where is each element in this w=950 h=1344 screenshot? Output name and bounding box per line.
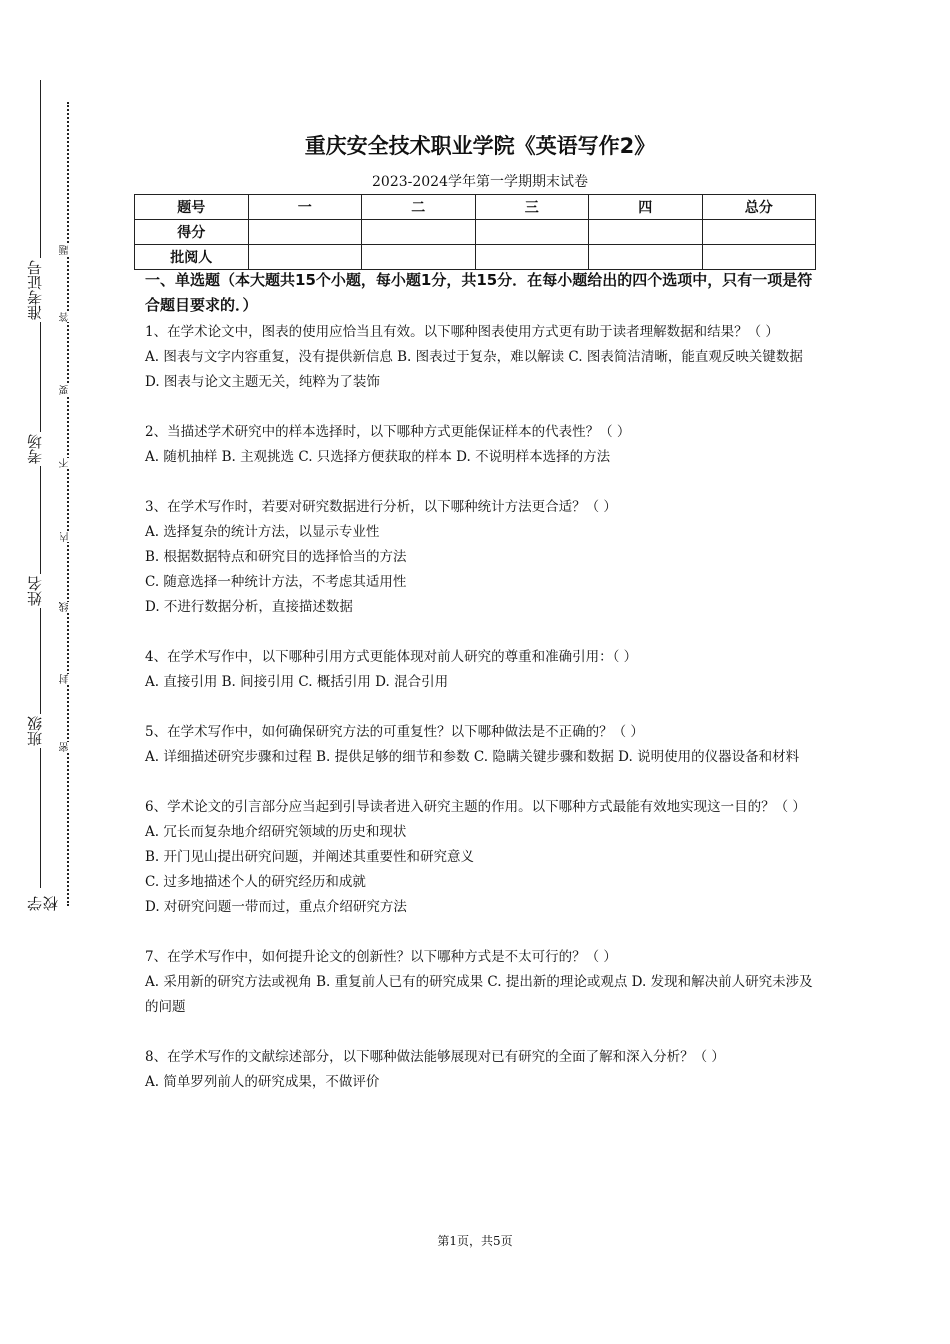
score-row [135, 220, 816, 245]
question-options: A. 直接引用 B. 间接引用 C. 概括引用 D. 混合引用 [145, 674, 449, 690]
question-3 [145, 495, 815, 620]
score-row-label: 得分 [135, 220, 249, 245]
grader-cell[interactable] [702, 245, 816, 270]
score-header-cell: 二 [362, 195, 476, 220]
question-option: B. 根据数据特点和研究目的选择恰当的方法 [145, 549, 407, 565]
page-number: 第1页，共5页 [437, 1234, 513, 1248]
question-1 [145, 320, 815, 395]
question-option: A. 简单罗列前人的研究成果，不做评价 [145, 1074, 380, 1090]
question-stem: 5、在学术写作中，如何确保研究方法的可重复性？以下哪种做法是不正确的？（ ） [145, 724, 644, 740]
score-cell[interactable] [248, 220, 362, 245]
question-option: C. 随意选择一种统计方法，不考虑其适用性 [145, 574, 407, 590]
question-stem: 8、在学术写作的文献综述部分，以下哪种做法能够展现对已有研究的全面了解和深入分析？（ ） [145, 1049, 725, 1065]
label-exam-room: 考场 [27, 432, 55, 466]
question-6 [145, 795, 815, 920]
seal-char: 题 [60, 245, 76, 255]
question-options: A. 采用新的研究方法或视角 B. 重复前人已有的研究成果 C. 提出新的理论或观点 D. 发现和解决前人研究未涉及的问题 [145, 974, 813, 1015]
grader-cell[interactable] [589, 245, 703, 270]
question-5 [145, 720, 815, 770]
question-4 [145, 645, 815, 695]
question-options: A. 随机抽样 B. 主观挑选 C. 只选择方便获取的样本 D. 不说明样本选择的方法 [145, 449, 611, 465]
label-exam-number: 准考证号 [27, 258, 55, 322]
seal-char: 要 [60, 385, 76, 395]
seal-dotted-line [67, 102, 69, 906]
question-option: A. 选择复杂的统计方法，以显示专业性 [145, 524, 380, 540]
label-school: 学校 [27, 888, 55, 920]
score-cell[interactable] [475, 220, 589, 245]
question-2 [145, 420, 815, 470]
grader-cell[interactable] [248, 245, 362, 270]
label-class: 班级 [27, 714, 55, 748]
question-option: D. 对研究问题一带而过，重点介绍研究方法 [145, 899, 407, 915]
seal-char: 密 [60, 742, 76, 752]
score-header-cell: 题号 [135, 195, 249, 220]
score-cell[interactable] [702, 220, 816, 245]
section-heading: 一、单选题（本大题共15个小题，每小题1分，共15分．在每小题给出的四个选项中，只有一项是符合题目要求的．） [145, 271, 813, 314]
question-stem: 4、在学术写作中，以下哪种引用方式更能体现对前人研究的尊重和准确引用：（ ） [145, 649, 638, 665]
question-8 [145, 1045, 815, 1095]
score-cell[interactable] [362, 220, 476, 245]
question-options: A. 图表与文字内容重复，没有提供新信息 B. 图表过于复杂，难以解读 C. 图表简洁清晰，能直观反映关键数据 D. 图表与论文主题无关，纯粹为了装饰 [145, 349, 803, 390]
score-header-cell: 三 [475, 195, 589, 220]
score-header-cell: 四 [589, 195, 703, 220]
question-option: B. 开门见山提出研究问题，并阐述其重要性和研究意义 [145, 849, 475, 865]
question-7 [145, 945, 815, 1020]
binding-margin [18, 80, 78, 920]
seal-char: 封 [60, 674, 76, 684]
exam-content [145, 268, 815, 1120]
seal-char: 线 [60, 602, 76, 612]
score-table [134, 194, 816, 270]
question-stem: 6、学术论文的引言部分应当起到引导读者进入研究主题的作用。以下哪种方式最能有效地实现这一目的？（ ） [145, 799, 806, 815]
seal-char: 内 [60, 532, 76, 542]
binding-solid-line [40, 80, 41, 920]
grader-cell[interactable] [475, 245, 589, 270]
question-option: C. 过多地描述个人的研究经历和成就 [145, 874, 366, 890]
score-cell[interactable] [589, 220, 703, 245]
grader-cell[interactable] [362, 245, 476, 270]
label-name: 姓名 [27, 574, 55, 608]
question-option: A. 冗长而复杂地介绍研究领域的历史和现状 [145, 824, 407, 840]
seal-char: 不 [60, 458, 76, 468]
score-table-header-row [135, 195, 816, 220]
score-header-cell: 一 [248, 195, 362, 220]
question-stem: 2、当描述学术研究中的样本选择时，以下哪种方式更能保证样本的代表性？（ ） [145, 424, 631, 440]
exam-subtitle: 2023-2024学年第一学期期末试卷 [372, 174, 588, 190]
question-stem: 3、在学术写作时，若要对研究数据进行分析，以下哪种统计方法更合适？（ ） [145, 499, 617, 515]
question-options: A. 详细描述研究步骤和过程 B. 提供足够的细节和参数 C. 隐瞒关键步骤和数据 D. 说明使用的仪器设备和材料 [145, 749, 800, 765]
question-option: D. 不进行数据分析，直接描述数据 [145, 599, 353, 615]
seal-char: 答 [60, 312, 76, 322]
exam-title: 重庆安全技术职业学院《英语写作2》 [304, 134, 656, 158]
grader-row-label: 批阅人 [135, 245, 249, 270]
score-header-cell: 总分 [702, 195, 816, 220]
grader-row [135, 245, 816, 270]
question-stem: 1、在学术论文中，图表的使用应恰当且有效。以下哪种图表使用方式更有助于读者理解数据和结果？（ ） [145, 324, 779, 340]
question-stem: 7、在学术写作中，如何提升论文的创新性？以下哪种方式是不太可行的？（ ） [145, 949, 617, 965]
